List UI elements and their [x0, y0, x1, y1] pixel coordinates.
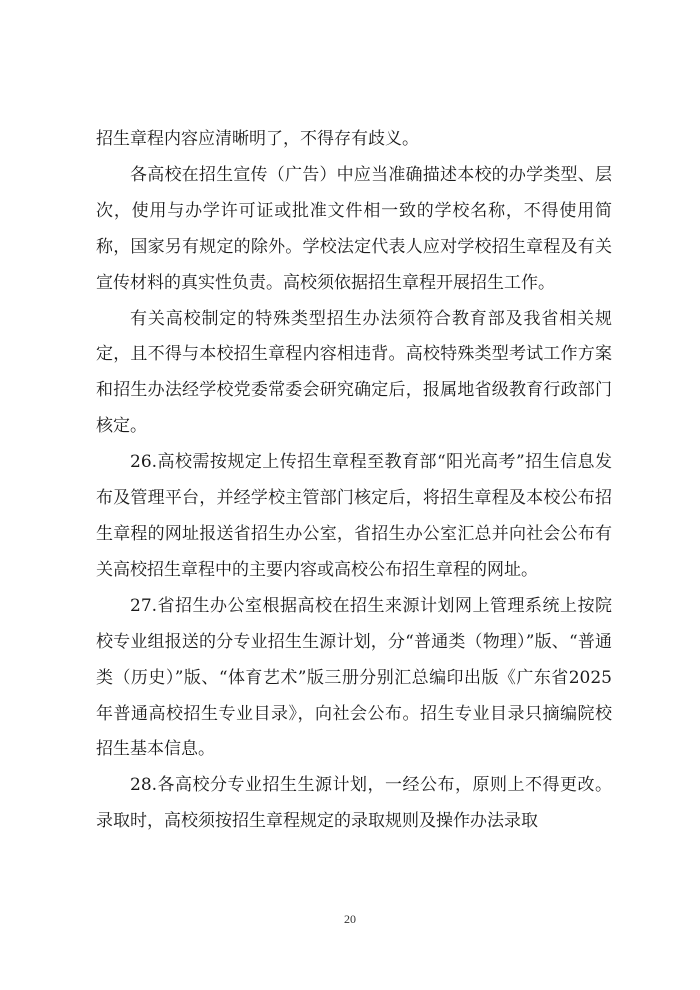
paragraph-admission-publicity: 各高校在招生宣传（广告）中应当准确描述本校的办学类型、层次，使用与办学许可证或批准文件相一致的学校名称，不得使用简称，国家另有规定的除外。学校法定代表人应对学校招生章程及有关宣传材料的真实性负责。高校须依据招生章程开展招生工作。	[96, 164, 612, 293]
paragraph-item-27: 27.省招生办公室根据高校在招生来源计划网上管理系统上按院校专业组报送的分专业招生生源计划，分“普通类（物理）”版、“普通类（历史）”版、“体育艺术”版三册分别汇总编印出版《广东省2025年普通高校招生专业目录》，向社会公布。招生专业目录只摘编院校招生基本信息。	[96, 595, 612, 760]
paragraph-continuation: 招生章程内容应清晰明了，不得存有歧义。	[96, 129, 419, 149]
paragraph-item-26: 26.高校需按规定上传招生章程至教育部“阳光高考”招生信息发布及管理平台，并经学校主管部门核定后，将招生章程及本校公布招生章程的网址报送省招生办公室，省招生办公室汇总并向社会公布有关高校招生章程中的主要内容或高校公布招生章程的网址。	[96, 452, 612, 580]
body-text	[96, 122, 612, 840]
page-number: 20	[344, 912, 356, 926]
paragraph-item-28: 28.各高校分专业招生生源计划，一经公布，原则上不得更改。录取时，高校须按招生章程规定的录取规则及操作办法录取	[96, 775, 612, 832]
paragraph-special-admission: 有关高校制定的特殊类型招生办法须符合教育部及我省相关规定，且不得与本校招生章程内容相违背。高校特殊类型考试工作方案和招生办法经学校党委常委会研究确定后，报属地省级教育行政部门核定。	[96, 308, 612, 437]
